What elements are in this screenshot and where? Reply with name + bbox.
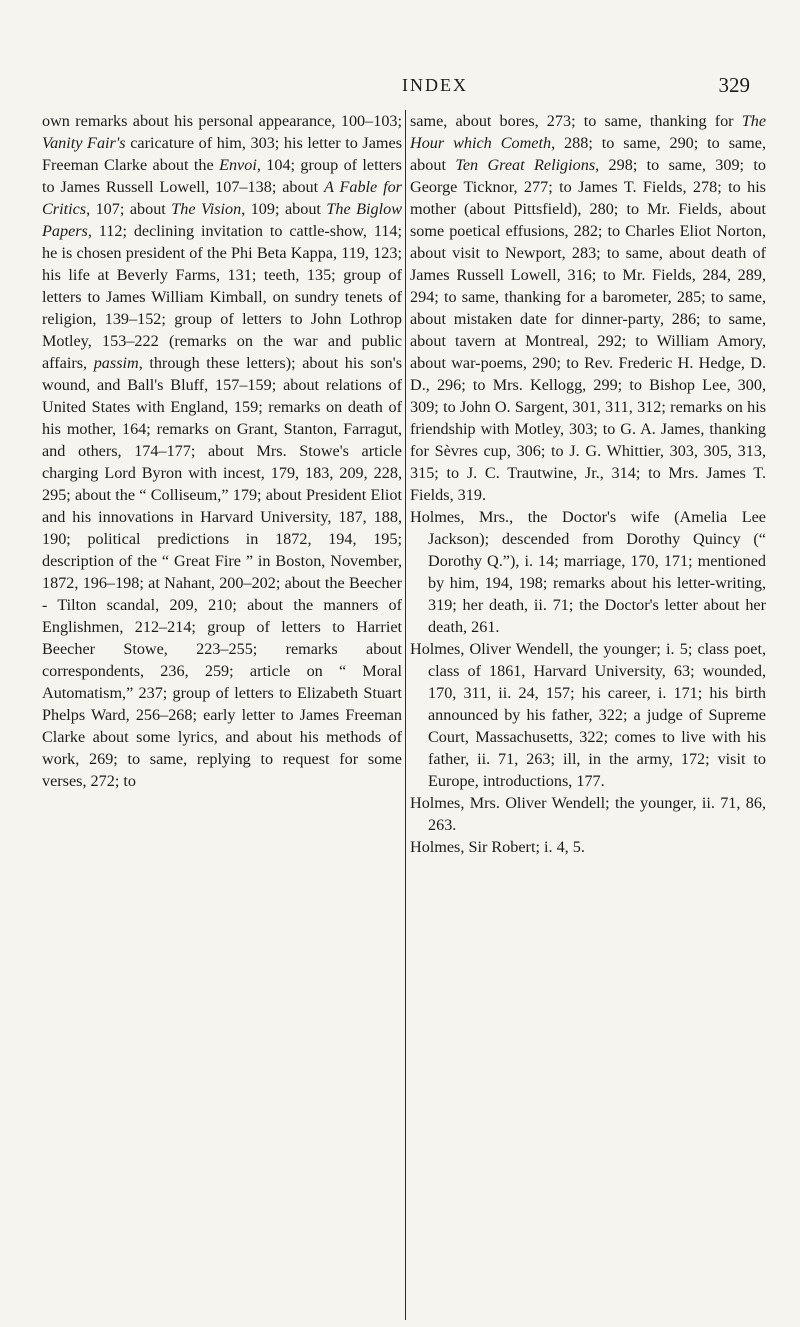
entry-text: caricature of him, 303; his letter to James Freeman Clarke about the [42, 134, 402, 174]
italic-title: A Fable for Critics [42, 178, 402, 218]
entry-text: , 107; about [86, 200, 172, 218]
italic-title: The Hour which Cometh [410, 112, 766, 152]
entry-text: , 104; group of letters to James Russell Lowell, 107–138; about [42, 156, 402, 196]
italic-title: Envoi [219, 156, 257, 174]
entry-text: Holmes, Mrs. Oliver Wendell; the younger, ii. 71, 86, 263. [410, 794, 766, 834]
column-divider [405, 110, 406, 1320]
entry-text: Holmes, Mrs., the Doctor's wife (Amelia Lee Jackson); descended from Dorothy Quincy (“ Dorothy Q.”), i. 14; marriage, 170, 171; mentioned by him, 194, 198; remarks about his letter-writing, 319; her death, ii. 71; the Doctor's letter about her death, 261. [410, 508, 766, 636]
index-entry [410, 506, 766, 638]
index-entry [42, 110, 402, 792]
entry-text: , 288; to same, 290; to same, about [410, 134, 767, 174]
italic-title: The Vision [171, 200, 242, 218]
page-header [0, 0, 800, 97]
index-entry [410, 836, 766, 858]
right-column [410, 110, 766, 858]
italic-title: Vanity Fair's [42, 134, 126, 152]
index-entry [410, 110, 766, 506]
left-column [42, 110, 402, 792]
index-entry [410, 638, 766, 792]
italic-title: passim [93, 354, 139, 372]
entry-text: Holmes, Sir Robert; i. 4, 5. [410, 838, 585, 856]
index-entry [410, 792, 766, 836]
entry-text: , 109; about [241, 200, 327, 218]
running-title: INDEX [402, 75, 468, 95]
entry-text: , 112; declining invitation to cattle-show, 114; he is chosen president of the Phi Beta Kappa, 119, 123; his life at Beverly Farms, 131; teeth, 135; group of letters to James William Kimball, on sundry tenets of religion, 139–152; group of letters to John Lothrop Motley, 153–222 (remarks on the war and public affairs, [42, 222, 402, 372]
page-number: 329 [718, 73, 750, 97]
entry-text: own remarks about his personal appearance, 100–103; [42, 112, 402, 130]
italic-title: Ten Great Religions [455, 156, 596, 174]
entry-text: , 298; to same, 309; to George Ticknor, 277; to James T. Fields, 278; to his mother (about Pittsfield), 280; to Mr. Fields, about some poetical effusions, 282; to Charles Eliot Norton, about visit to Newport, 283; to same, about death of James Russell Lowell, 316; to Mr. Fields, 284, 289, 294; to same, thanking for a barometer, 285; to same, about mistaken date for dinner-party, 286; to same, about tavern at Montreal, 292; to William Amory, about war-poems, 290; to Rev. Frederic H. Hedge, D. D., 296; to Mrs. Kellogg, 299; to Bishop Lee, 300, 309; to John O. Sargent, 301, 311, 312; remarks on his friendship with Motley, 303; to G. A. James, thanking for Sèvres cup, 306; to J. G. Whittier, 303, 305, 313, 315; to J. C. Trautwine, Jr., 314; to Mrs. James T. Fields, 319. [410, 156, 767, 504]
italic-title: The Biglow Papers [42, 200, 402, 240]
entry-text: same, about bores, 273; to same, thanking for [410, 112, 742, 130]
entry-text: Holmes, Oliver Wendell, the younger; i. 5; class poet, class of 1861, Harvard University, 63; wounded, 170, 311, ii. 24, 157; his career, i. 171; his birth announced by his father, 322; a judge of Supreme Court, Massachusetts, 322; comes to live with his father, ii. 71, 263; ill, in the army, 172; visit to Europe, introductions, 177. [410, 640, 766, 790]
entry-text: , through these letters); about his son's wound, and Ball's Bluff, 157–159; about relations of United States with England, 159; remarks on death of his mother, 164; remarks on Grant, Stanton, Farragut, and others, 174–177; about Mrs. Stowe's article charging Lord Byron with incest, 179, 183, 209, 228, 295; about the “ Colliseum,” 179; about President Eliot and his innovations in Harvard University, 187, 188, 190; political predictions in 1872, 194, 195; description of the “ Great Fire ” in Boston, November, 1872, 196–198; at Nahant, 200–202; about the Beecher - Tilton scandal, 209, 210; about the manners of Englishmen, 212–214; group of letters to Harriet Beecher Stowe, 223–255; remarks about correspondents, 236, 259; article on “ Moral Automatism,” 237; group of letters to Elizabeth Stuart Phelps Ward, 256–268; early letter to James Freeman Clarke about some lyrics, and about his methods of work, 269; to same, replying to request for some verses, 272; to [42, 354, 402, 790]
